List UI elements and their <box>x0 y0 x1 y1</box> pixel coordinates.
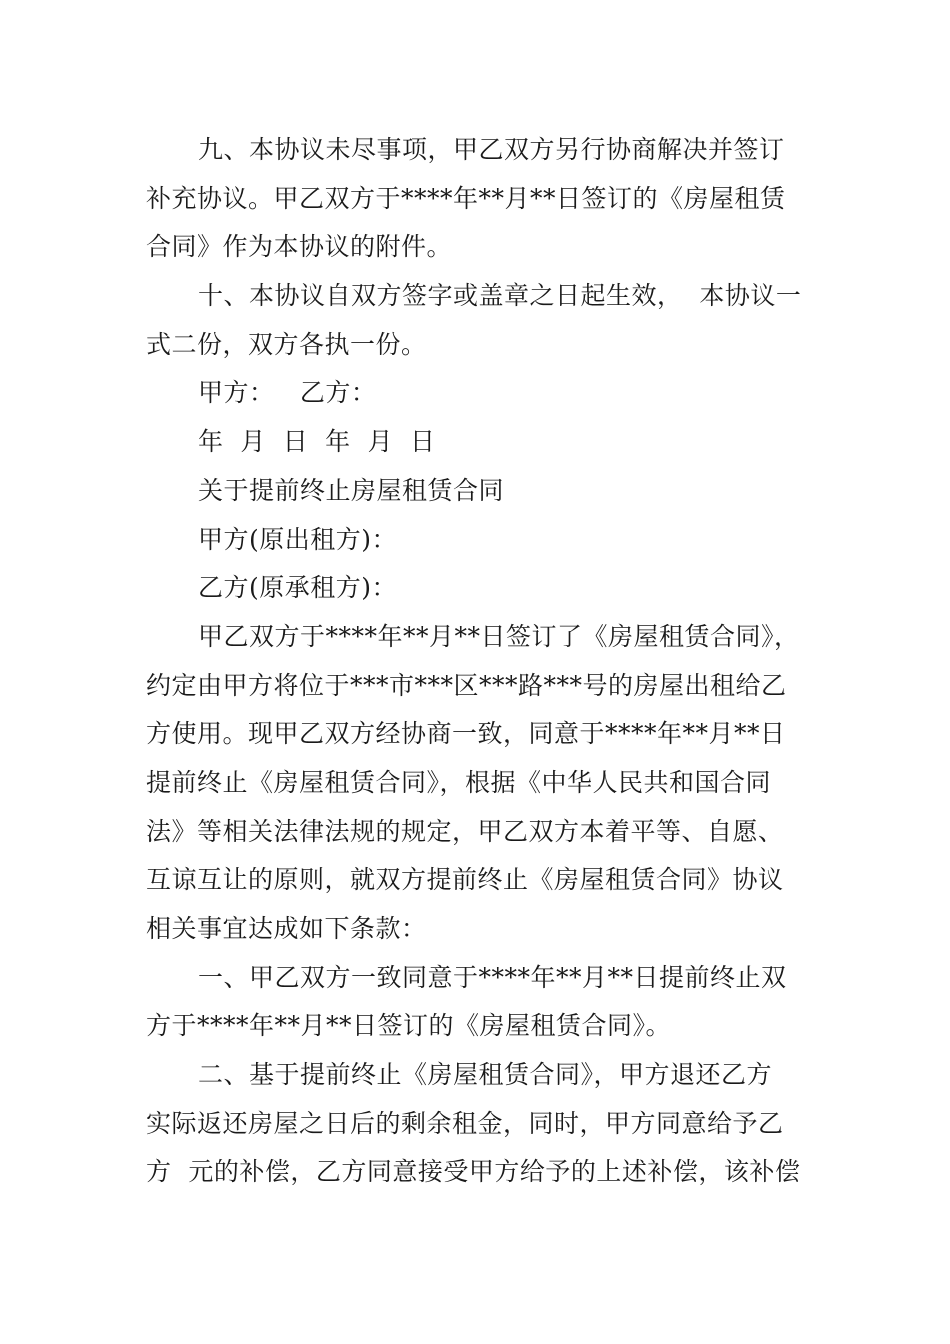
text-line: 互谅互让的原则，就双方提前终止《房屋租赁合同》协议 <box>146 865 784 895</box>
text-line: 二、基于提前终止《房屋租赁合同》，甲方退还乙方 <box>198 1060 773 1090</box>
section-title: 关于提前终止房屋租赁合同 <box>198 475 505 505</box>
date-placeholders: 年 月 日 年 月 日 <box>198 427 436 457</box>
text-line: 方 元的补偿，乙方同意接受甲方给予的上述补偿，该补偿 <box>146 1157 801 1187</box>
text-line: 补充协议。甲乙双方于****年**月**日签订的《房屋租赁 <box>146 183 786 213</box>
text-line: 提前终止《房屋租赁合同》，根据《中华人民共和国合同 <box>146 767 772 797</box>
text-line: 一、甲乙双方一致同意于****年**月**日提前终止双 <box>198 962 787 992</box>
document-body <box>146 126 806 1197</box>
text-line: 九、本协议未尽事项，甲乙双方另行协商解决并签订 <box>198 135 785 164</box>
text-line: 法》等相关法律法规的规定，甲乙双方本着平等、自愿、 <box>146 816 784 846</box>
text-line: 十、本协议自双方签字或盖章之日起生效， 本协议一 <box>198 281 802 311</box>
text-line: 相关事宜达成如下条款： <box>146 914 427 943</box>
text-line: 方于****年**月**日签订的《房屋租赁合同》。 <box>146 1011 672 1041</box>
signature-labels: 甲方： 乙方： <box>198 378 377 408</box>
text-line: 方使用。现甲乙双方经协商一致，同意于****年**月**日 <box>146 719 786 749</box>
text-line: 甲乙双方于****年**月**日签订了《房屋租赁合同》， <box>198 621 800 651</box>
text-line: 约定由甲方将位于***市***区***路***号的房屋出租给乙 <box>146 670 787 700</box>
party-a-label: 甲方(原出租方)： <box>198 524 398 554</box>
party-b-label: 乙方(原承租方)： <box>198 573 398 603</box>
text-line: 实际返还房屋之日后的剩余租金，同时，甲方同意给予乙 <box>146 1108 784 1138</box>
text-line: 合同》作为本协议的附件。 <box>146 232 453 262</box>
text-line: 式二份，双方各执一份。 <box>146 329 427 359</box>
